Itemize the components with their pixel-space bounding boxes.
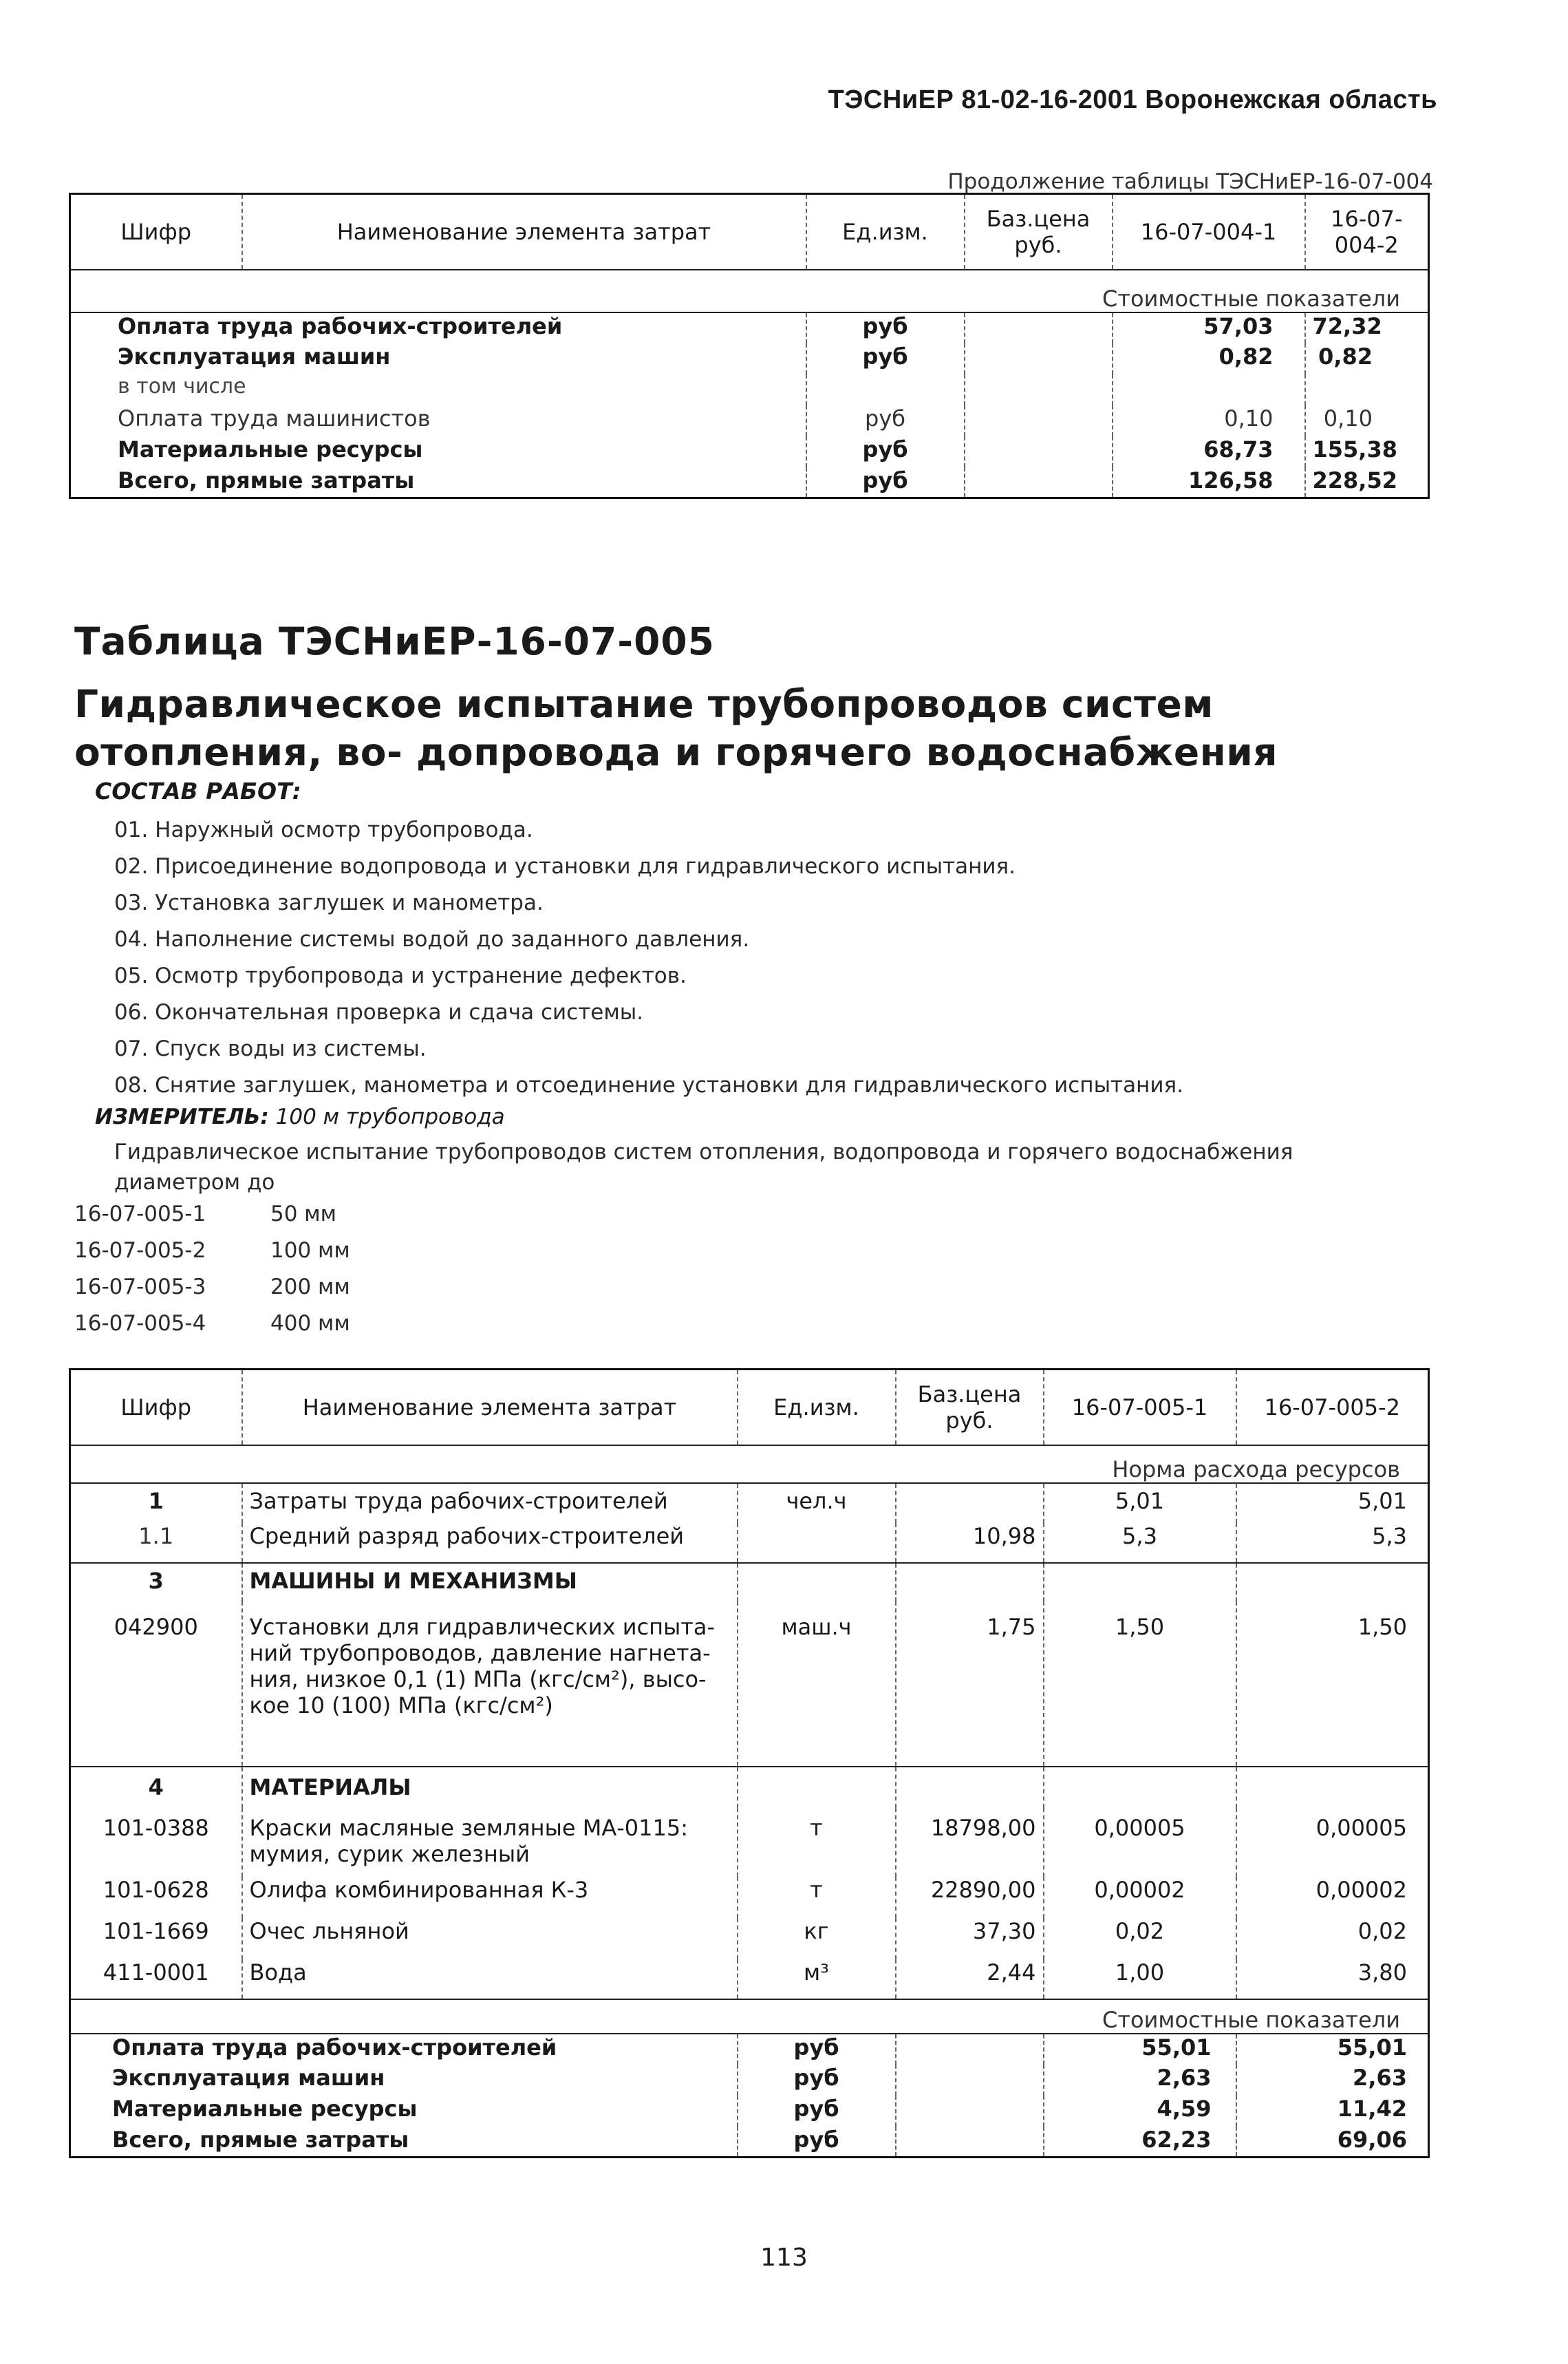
- code-item: [74, 1196, 350, 1233]
- row-name: Очес льняной: [242, 1918, 738, 1959]
- table-row: [70, 2034, 1429, 2065]
- row-v1: 5,01: [1044, 1483, 1236, 1523]
- row-v2: 1,50: [1236, 1601, 1429, 1767]
- row-code: 042900: [70, 1601, 242, 1767]
- table-row: [70, 1877, 1429, 1918]
- table-row: [70, 1918, 1429, 1959]
- row-v2: 0,00002: [1236, 1877, 1429, 1918]
- row-v1: 0,00005: [1044, 1808, 1236, 1877]
- table-row: [70, 312, 1429, 343]
- row-unit: руб: [738, 2065, 896, 2096]
- row-v2: 0,10: [1305, 405, 1429, 436]
- header-col1: 16-07-004-1: [1113, 194, 1305, 270]
- operation-item: 01. Наружный осмотр трубопровода.: [114, 818, 533, 842]
- header-unit: Ед.изм.: [738, 1370, 896, 1445]
- table-row: [70, 1483, 1429, 1523]
- section-row: [70, 270, 1429, 312]
- row-v1: 0,10: [1113, 405, 1305, 436]
- row-name: Краски масляные земляные МА-0115: мумия, сурик железный: [242, 1808, 738, 1877]
- running-header: ТЭСНиЕР 81-02-16-2001 Воронежская область: [828, 85, 1437, 114]
- code-list: [74, 1196, 350, 1342]
- group-name: МАТЕРИАЛЫ: [242, 1767, 738, 1808]
- code: 16-07-005-4: [74, 1311, 206, 1336]
- row-unit: маш.ч: [738, 1601, 896, 1767]
- row-price: 37,30: [896, 1918, 1044, 1959]
- table-row: [70, 1808, 1429, 1877]
- row-unit: т: [738, 1877, 896, 1918]
- row-v2: 228,52: [1305, 467, 1429, 498]
- row-v2: 69,06: [1236, 2127, 1429, 2158]
- row-code: 1: [70, 1483, 242, 1523]
- measure-description: Гидравлическое испытание трубопроводов систем отопления, водопровода и горячего водоснабжения диаметром до: [114, 1140, 1293, 1195]
- resource-table-16-07-005: [69, 1368, 1430, 2158]
- row-name: Установки для гидравлических испыта- ний трубопроводов, давление нагнета- ния, низкое 0,1 (1) МПа (кгс/см²), высо- кое 10 (100) МПа (кгс/см²): [242, 1601, 738, 1767]
- operation-item: 04. Наполнение системы водой до заданного давления.: [114, 927, 750, 952]
- row-unit: руб: [806, 343, 965, 374]
- cost-table-16-07-004: [69, 193, 1430, 499]
- code-item: [74, 1269, 350, 1306]
- row-unit: чел.ч: [738, 1483, 896, 1523]
- header-col1: 16-07-005-1: [1044, 1370, 1236, 1445]
- measure-value: 100 м трубопровода: [275, 1105, 505, 1129]
- row-price: [896, 1483, 1044, 1523]
- row-price: 22890,00: [896, 1877, 1044, 1918]
- row-name: Эксплуатация машин: [70, 2065, 738, 2096]
- row-v1: 2,63: [1044, 2065, 1236, 2096]
- row-price: 2,44: [896, 1959, 1044, 1999]
- section-label: Стоимостные показатели: [70, 1999, 1429, 2034]
- row-code: 1.1: [70, 1523, 242, 1563]
- operation-item: 03. Установка заглушек и манометра.: [114, 891, 544, 915]
- table-continuation-caption: Продолжение таблицы ТЭСНиЕР-16-07-004: [947, 169, 1433, 194]
- row-name: Олифа комбинированная К-3: [242, 1877, 738, 1918]
- row-v1: 57,03: [1113, 312, 1305, 343]
- row-v2: 11,42: [1236, 2096, 1429, 2127]
- group-code: 3: [70, 1563, 242, 1601]
- row-name: Всего, прямые затраты: [70, 467, 806, 498]
- row-v1: 62,23: [1044, 2127, 1236, 2158]
- row-name: Оплата труда машинистов: [70, 405, 806, 436]
- row-v1: 126,58: [1113, 467, 1305, 498]
- table-row: [70, 343, 1429, 374]
- table-row: [70, 436, 1429, 467]
- row-unit: руб: [738, 2034, 896, 2065]
- row-unit: руб: [806, 436, 965, 467]
- header-code: Шифр: [70, 1370, 242, 1445]
- row-v1: 4,59: [1044, 2096, 1236, 2127]
- row-name: Вода: [242, 1959, 738, 1999]
- row-unit: кг: [738, 1918, 896, 1959]
- operation-item: 06. Окончательная проверка и сдача системы.: [114, 1000, 644, 1025]
- operation-item: 02. Присоединение водопровода и установки для гидравлического испытания.: [114, 854, 1016, 879]
- row-name: Эксплуатация машин: [70, 343, 806, 374]
- page-number: 113: [760, 2244, 808, 2272]
- operations-list: [114, 812, 1183, 1104]
- operation-item: 05. Осмотр трубопровода и устранение дефектов.: [114, 963, 687, 988]
- section-row: [70, 1445, 1429, 1483]
- row-unit: руб: [806, 467, 965, 498]
- code-item: [74, 1233, 350, 1269]
- row-name: в том числе: [70, 374, 806, 405]
- row-name: Всего, прямые затраты: [70, 2127, 738, 2158]
- row-v1: 0,02: [1044, 1918, 1236, 1959]
- row-name: Оплата труда рабочих-строителей: [70, 2034, 738, 2065]
- table-row: [70, 1959, 1429, 1999]
- code-value: 100 мм: [270, 1238, 350, 1263]
- section-label: Норма расхода ресурсов: [70, 1445, 1429, 1483]
- row-name: Материальные ресурсы: [70, 436, 806, 467]
- work-composition-label: СОСТАВ РАБОТ:: [95, 778, 301, 805]
- row-v2: 5,01: [1236, 1483, 1429, 1523]
- row-name: Оплата труда рабочих-строителей: [70, 312, 806, 343]
- row-unit: руб: [738, 2096, 896, 2127]
- row-price: 18798,00: [896, 1808, 1044, 1877]
- code: 16-07-005-2: [74, 1238, 206, 1263]
- row-price: 1,75: [896, 1601, 1044, 1767]
- operation-item: 08. Снятие заглушек, манометра и отсоединение установки для гидравлического испытания.: [114, 1073, 1184, 1098]
- code: 16-07-005-1: [74, 1202, 206, 1226]
- row-code: 101-0628: [70, 1877, 242, 1918]
- row-v1: 0,82: [1113, 343, 1305, 374]
- operation-item: 07. Спуск воды из системы.: [114, 1036, 427, 1061]
- row-v1: 1,00: [1044, 1959, 1236, 1999]
- row-unit: т: [738, 1808, 896, 1877]
- table-row: [70, 405, 1429, 436]
- row-unit: руб: [738, 2127, 896, 2158]
- group-row: [70, 1563, 1429, 1601]
- table-row: [70, 467, 1429, 498]
- row-code: 411-0001: [70, 1959, 242, 1999]
- row-v2: 0,82: [1305, 343, 1429, 374]
- section-label: Стоимостные показатели: [70, 270, 1429, 312]
- header-code: Шифр: [70, 194, 242, 270]
- header-base-price: Баз.цена руб.: [965, 194, 1113, 270]
- row-v2: 5,3: [1236, 1523, 1429, 1563]
- row-v2: 0,02: [1236, 1918, 1429, 1959]
- row-v1: 55,01: [1044, 2034, 1236, 2065]
- header-col2: 16-07-004-2: [1305, 194, 1429, 270]
- row-v2: 3,80: [1236, 1959, 1429, 1999]
- code-value: 50 мм: [270, 1202, 337, 1226]
- table-subtitle: Гидравлическое испытание трубопроводов систем отопления, во- допровода и горячего водоснабжения: [74, 682, 1278, 774]
- row-v1: 0,00002: [1044, 1877, 1236, 1918]
- table-row: [70, 2065, 1429, 2096]
- row-v1: 68,73: [1113, 436, 1305, 467]
- row-v2: 0,00005: [1236, 1808, 1429, 1877]
- table-row: [70, 1601, 1429, 1767]
- row-unit: м³: [738, 1959, 896, 1999]
- header-base-price: Баз.цена руб.: [896, 1370, 1044, 1445]
- measure-line: [95, 1105, 505, 1129]
- code-value: 200 мм: [270, 1275, 350, 1299]
- row-unit: [738, 1523, 896, 1563]
- table-row: [70, 1523, 1429, 1563]
- row-v2: 2,63: [1236, 2065, 1429, 2096]
- group-code: 4: [70, 1767, 242, 1808]
- row-code: 101-1669: [70, 1918, 242, 1959]
- section-row: [70, 1999, 1429, 2034]
- header-name: Наименование элемента затрат: [242, 194, 806, 270]
- table-header-row: [70, 1370, 1429, 1445]
- row-name: Средний разряд рабочих-строителей: [242, 1523, 738, 1563]
- table-title: Таблица ТЭСНиЕР-16-07-005: [74, 619, 715, 663]
- code-item: [74, 1306, 350, 1342]
- group-row: [70, 1767, 1429, 1808]
- row-v2: 155,38: [1305, 436, 1429, 467]
- table-row: [70, 2096, 1429, 2127]
- measure-label: ИЗМЕРИТЕЛЬ:: [95, 1105, 269, 1129]
- table-row: [70, 374, 1429, 405]
- row-v2: 55,01: [1236, 2034, 1429, 2065]
- table-row: [70, 2127, 1429, 2158]
- header-unit: Ед.изм.: [806, 194, 965, 270]
- row-unit: руб: [806, 405, 965, 436]
- code-value: 400 мм: [270, 1311, 350, 1336]
- row-price: 10,98: [896, 1523, 1044, 1563]
- row-unit: руб: [806, 312, 965, 343]
- row-name: Затраты труда рабочих-строителей: [242, 1483, 738, 1523]
- header-col2: 16-07-005-2: [1236, 1370, 1429, 1445]
- header-name: Наименование элемента затрат: [242, 1370, 738, 1445]
- code: 16-07-005-3: [74, 1275, 206, 1299]
- group-name: МАШИНЫ И МЕХАНИЗМЫ: [242, 1563, 738, 1601]
- row-name: Материальные ресурсы: [70, 2096, 738, 2127]
- row-v2: 72,32: [1305, 312, 1429, 343]
- table-header-row: [70, 194, 1429, 270]
- row-code: 101-0388: [70, 1808, 242, 1877]
- row-v1: 5,3: [1044, 1523, 1236, 1563]
- row-v1: 1,50: [1044, 1601, 1236, 1767]
